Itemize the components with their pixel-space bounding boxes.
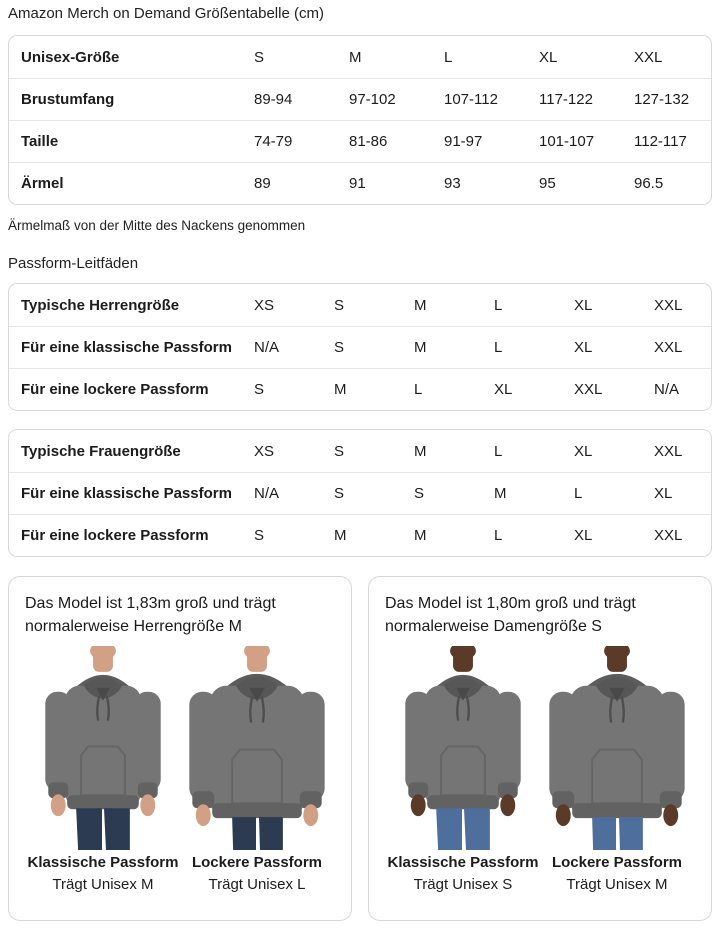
size-value: 91 <box>349 175 366 192</box>
unisex-size-table <box>8 35 712 205</box>
male-classic-model-image <box>28 646 178 850</box>
column-header: M <box>349 48 362 66</box>
size-value: L <box>494 442 503 460</box>
size-value: XS <box>254 442 275 460</box>
fit-caption-title: Lockere Passform <box>551 854 683 871</box>
table-row <box>9 120 711 162</box>
table-row <box>9 162 711 204</box>
womens-fit-table <box>8 429 712 557</box>
female-classic-fit-figure <box>387 646 539 893</box>
size-value: L <box>494 296 503 314</box>
size-value: 127-132 <box>634 91 690 108</box>
size-value: S <box>254 527 265 544</box>
size-value: L <box>574 485 583 502</box>
size-value: M <box>414 527 427 544</box>
fit-caption-title: Klassische Passform <box>387 854 539 871</box>
sleeve-measure-note: Ärmelmaß von der Mitte des Nackens genommen <box>8 218 306 233</box>
size-value: XL <box>574 442 593 460</box>
size-value: M <box>414 296 427 314</box>
row-label: Ärmel <box>21 175 64 192</box>
size-value: 112-117 <box>634 133 687 150</box>
size-value: N/A <box>254 485 280 502</box>
column-header: XXL <box>634 48 663 66</box>
model-description: Das Model ist 1,83m groß und trägt normalerweise Herrengröße M <box>25 595 276 635</box>
size-value: S <box>334 339 345 356</box>
row-label: Taille <box>21 133 59 150</box>
fit-caption-title: Klassische Passform <box>27 854 179 871</box>
size-value: XL <box>574 527 593 544</box>
size-value: 107-112 <box>444 91 498 108</box>
size-value: S <box>334 442 345 460</box>
size-value: M <box>494 485 507 502</box>
table-row <box>9 78 711 120</box>
table-row <box>9 284 711 326</box>
fit-guides-heading: Passform-Leitfäden <box>8 255 139 272</box>
male-loose-fit-figure <box>181 646 333 893</box>
size-value: XXL <box>654 442 683 460</box>
size-value: 101-107 <box>539 133 595 150</box>
female-loose-fit-figure <box>541 646 693 893</box>
size-value: S <box>334 485 345 502</box>
size-value: 95 <box>539 175 556 192</box>
row-label: Typische Herrengröße <box>21 296 180 314</box>
size-value: S <box>254 381 265 398</box>
table-row <box>9 472 711 514</box>
table-row <box>9 514 711 556</box>
size-value: M <box>334 381 347 398</box>
size-value: 91-97 <box>444 133 483 150</box>
size-value: 93 <box>444 175 461 192</box>
male-loose-model-image <box>182 646 332 850</box>
fit-caption-size: Trägt Unisex M <box>52 876 154 893</box>
fit-caption-size: Trägt Unisex M <box>566 876 668 893</box>
size-value: XXL <box>654 527 683 544</box>
size-value: N/A <box>654 381 680 398</box>
table-row <box>9 430 711 472</box>
fit-caption-title: Lockere Passform <box>191 854 323 871</box>
size-value: XL <box>574 339 593 356</box>
row-label: Für eine klassische Passform <box>21 485 232 502</box>
table-header-row <box>9 36 711 78</box>
model-cards <box>8 576 712 921</box>
size-value: XL <box>654 485 673 502</box>
column-header: XL <box>539 48 558 66</box>
male-model-card <box>8 576 352 921</box>
row-label: Unisex-Größe <box>21 48 120 66</box>
table-row <box>9 368 711 410</box>
size-value: N/A <box>254 339 280 356</box>
size-value: XXL <box>574 381 603 398</box>
size-value: 117-122 <box>539 91 593 108</box>
size-value: 89 <box>254 175 271 192</box>
row-label: Für eine klassische Passform <box>21 339 232 356</box>
female-model-card <box>368 576 712 921</box>
size-value: M <box>414 339 427 356</box>
column-header: S <box>254 48 265 66</box>
page-title: Amazon Merch on Demand Größentabelle (cm) <box>8 5 324 22</box>
size-value: 74-79 <box>254 133 293 150</box>
female-figures <box>385 646 695 893</box>
size-value: L <box>494 527 503 544</box>
size-value: XL <box>574 296 593 314</box>
size-value: XXL <box>654 339 683 356</box>
size-value: XXL <box>654 296 683 314</box>
table-row <box>9 326 711 368</box>
row-label: Für eine lockere Passform <box>21 527 209 544</box>
mens-fit-table <box>8 283 712 411</box>
row-label: Brustumfang <box>21 91 115 108</box>
size-value: 97-102 <box>349 91 396 108</box>
female-classic-model-image <box>388 646 538 850</box>
size-value: L <box>494 339 503 356</box>
row-label: Typische Frauengröße <box>21 442 181 460</box>
size-value: 89-94 <box>254 91 293 108</box>
fit-caption-size: Trägt Unisex S <box>413 876 513 893</box>
model-description: Das Model ist 1,80m groß und trägt normalerweise Damengröße S <box>385 595 636 635</box>
size-value: S <box>414 485 425 502</box>
male-classic-fit-figure <box>27 646 179 893</box>
size-value: XL <box>494 381 513 398</box>
size-value: 81-86 <box>349 133 388 150</box>
row-label: Für eine lockere Passform <box>21 381 209 398</box>
female-loose-model-image <box>542 646 692 850</box>
size-value: 96.5 <box>634 175 664 192</box>
size-value: M <box>334 527 347 544</box>
size-value: M <box>414 442 427 460</box>
male-figures <box>25 646 335 893</box>
size-value: L <box>414 381 423 398</box>
fit-caption-size: Trägt Unisex L <box>208 876 306 893</box>
size-value: XS <box>254 296 275 314</box>
column-header: L <box>444 48 453 66</box>
size-value: S <box>334 296 345 314</box>
